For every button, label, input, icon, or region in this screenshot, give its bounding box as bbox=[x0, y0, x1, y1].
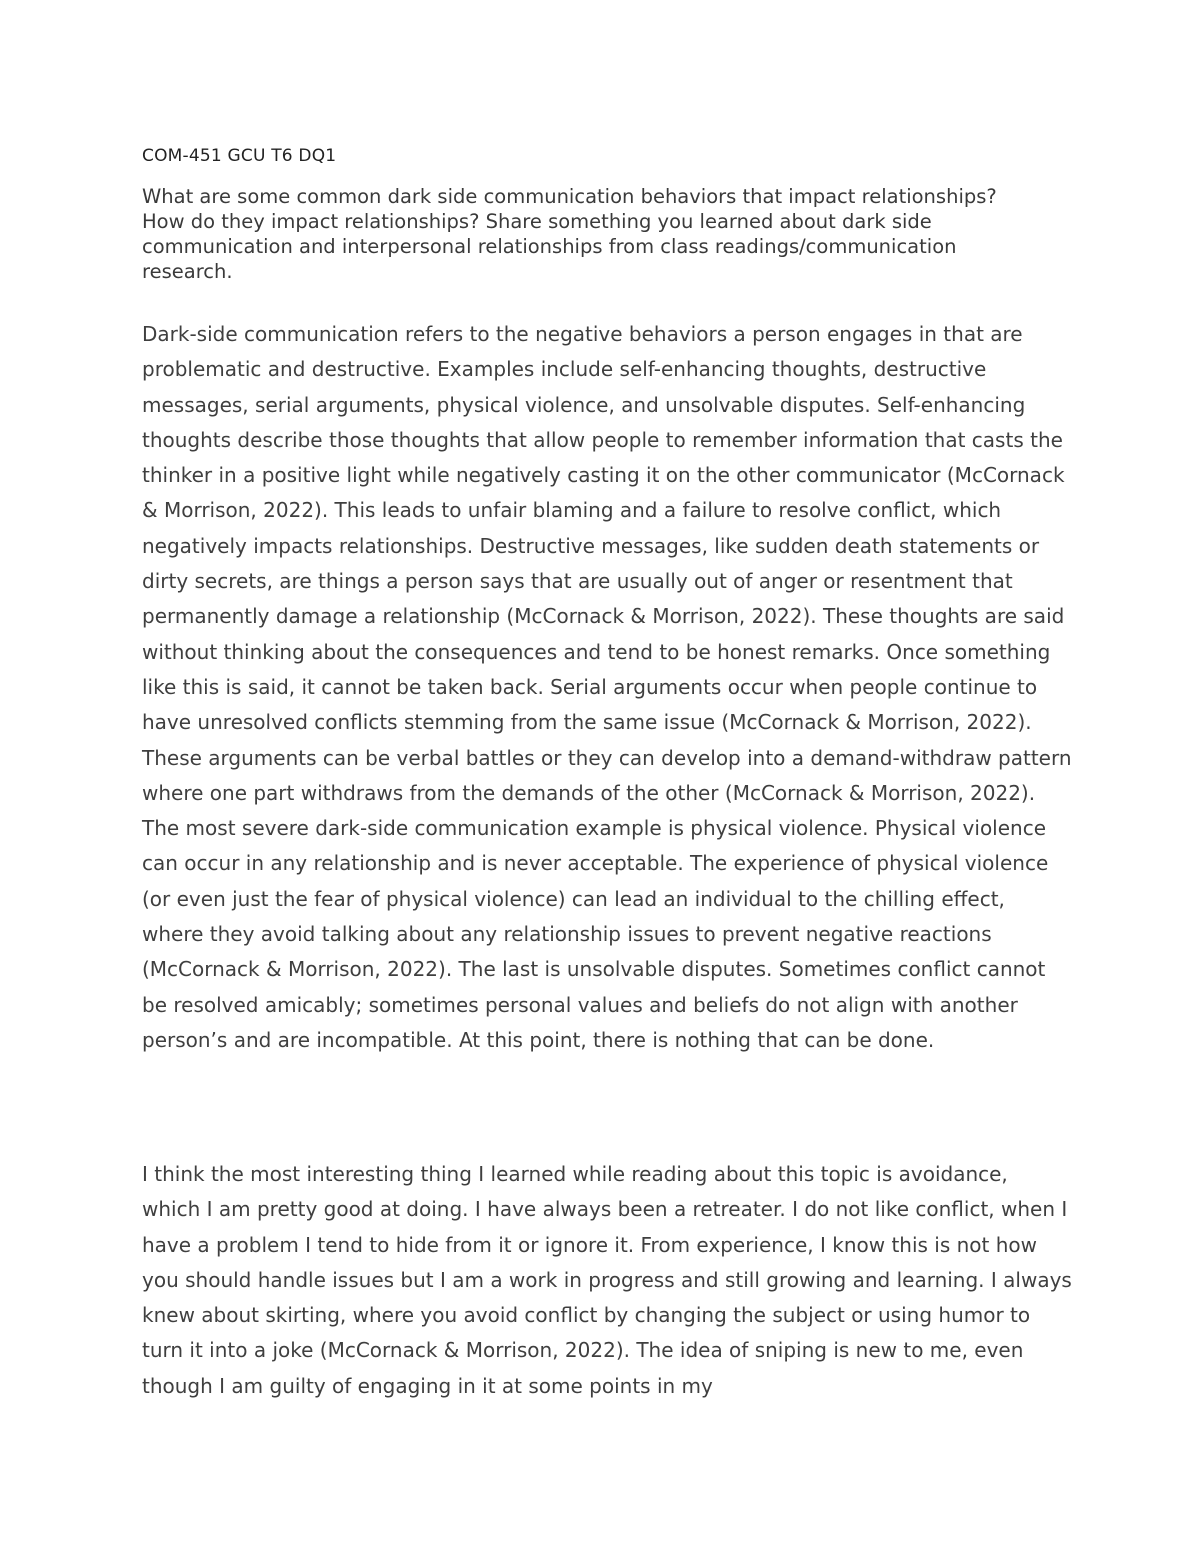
discussion-prompt: What are some common dark side communication behaviors that impact relationships? How do they impact relationships? Share something you learned about dark side communication and interpersonal relationships from class readings/communication research. bbox=[142, 185, 997, 283]
body-paragraph-1: Dark-side communication refers to the negative behaviors a person engages in that are problematic and destructive. Examples include self-enhancing thoughts, destructive messages, serial arguments, physical violence, and unsolvable disputes. Self-enhancing thoughts describe those thoughts that allow people to remember information that casts the thinker in a positive light while negatively casting it on the other communicator (McCornack & Morrison, 2022). This leads to unfair blaming and a failure to resolve conflict, which negatively impacts relationships. Destructive messages, like sudden death statements or dirty secrets, are things a person says that are usually out of anger or resentment that permanently damage a relationship (McCornack & Morrison, 2022). These thoughts are said without thinking about the consequences and tend to be honest remarks. Once something like this is said, it cannot be taken back. Serial arguments occur when people continue to have unresolved conflicts stemming from the same issue (McCornack & Morrison, 2022). These arguments can be verbal battles or they can develop into a demand-withdraw pattern where one part withdraws from the demands of the other (McCornack & Morrison, 2022). The most severe dark-side communication example is physical violence. Physical violence can occur in any relationship and is never acceptable. The experience of physical violence (or even just the fear of physical violence) can lead an individual to the chilling effect, where they avoid talking about any relationship issues to prevent negative reactions (McCornack & Morrison, 2022). The last is unsolvable disputes. Sometimes conflict cannot be resolved amicably; sometimes personal values and beliefs do not align with another person’s and are incompatible. At this point, there is nothing that can be done. bbox=[142, 322, 1072, 1052]
document-title: COM-451 GCU T6 DQ1 bbox=[142, 146, 337, 166]
body-paragraph-2: I think the most interesting thing I learned while reading about this topic is avoidance, which I am pretty good at doing. I have always been a retreater. I do not like conflict, when I have a problem I tend to hide from it or ignore it. From experience, I know this is not how you should handle issues but I am a work in progress and still growing and learning. I always knew about skirting, where you avoid conflict by changing the subject or using humor to turn it into a joke (McCornack & Morrison, 2022). The idea of sniping is new to me, even though I am guilty of engaging in it at some points in my bbox=[142, 1162, 1072, 1398]
